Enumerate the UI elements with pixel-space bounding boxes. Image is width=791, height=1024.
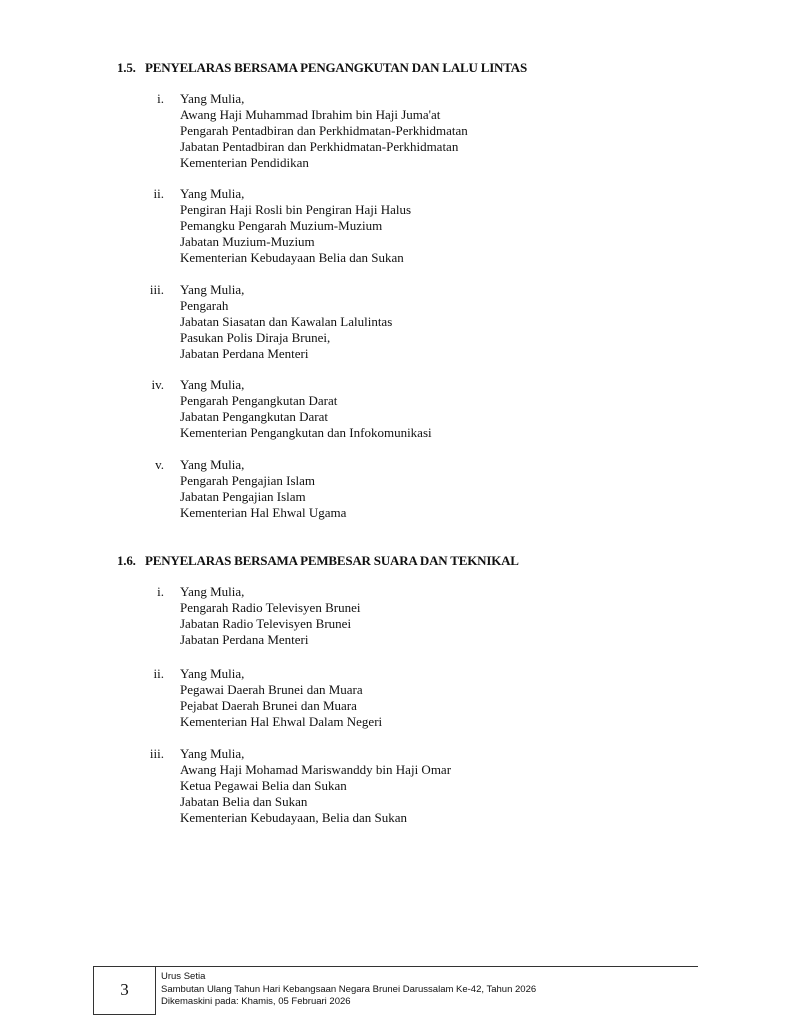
section-title: PENYELARAS BERSAMA PENGANGKUTAN DAN LALU LINTAS bbox=[145, 60, 527, 75]
entry-line: Kementerian Hal Ehwal Dalam Negeri bbox=[180, 714, 383, 729]
entry-line: Pengarah Pengangkutan Darat bbox=[180, 393, 338, 408]
footer-info bbox=[161, 971, 536, 1009]
entry-line: Jabatan Radio Televisyen Brunei bbox=[180, 616, 352, 631]
entry-line: Jabatan Pengangkutan Darat bbox=[180, 409, 329, 424]
list-marker: iii. bbox=[149, 282, 164, 297]
section-number: 1.5. bbox=[117, 60, 136, 75]
section-title: PENYELARAS BERSAMA PEMBESAR SUARA DAN TEKNIKAL bbox=[145, 553, 519, 568]
entry-line: Kementerian Kebudayaan Belia dan Sukan bbox=[180, 250, 404, 265]
entry-line: Yang Mulia, bbox=[180, 91, 245, 106]
list-marker: ii. bbox=[153, 666, 164, 681]
entry-line: Yang Mulia, bbox=[180, 377, 245, 392]
entry-line: Yang Mulia, bbox=[180, 746, 245, 761]
entry-line: Pengiran Haji Rosli bin Pengiran Haji Halus bbox=[180, 202, 412, 217]
section-heading bbox=[117, 60, 527, 76]
entry-line: Kementerian Pendidikan bbox=[180, 155, 309, 170]
entry-line: Yang Mulia, bbox=[180, 584, 245, 599]
footer-line: Urus Setia bbox=[161, 971, 206, 982]
entry-line: Kementerian Pengangkutan dan Infokomunikasi bbox=[180, 425, 432, 440]
entry-line: Pengarah Pengajian Islam bbox=[180, 473, 316, 488]
entry-line: Jabatan Perdana Menteri bbox=[180, 346, 309, 361]
section-number: 1.6. bbox=[117, 553, 136, 568]
entry-line: Kementerian Kebudayaan, Belia dan Sukan bbox=[180, 810, 408, 825]
entry-line: Pegawai Daerah Brunei dan Muara bbox=[180, 682, 363, 697]
entry-line: Pengarah bbox=[180, 298, 229, 313]
entry-line: Yang Mulia, bbox=[180, 666, 245, 681]
entry-line: Yang Mulia, bbox=[180, 282, 245, 297]
entry-line: Pemangku Pengarah Muzium-Muzium bbox=[180, 218, 383, 233]
entry-line: Jabatan Muzium-Muzium bbox=[180, 234, 315, 249]
entry-line: Jabatan Siasatan dan Kawalan Lalulintas bbox=[180, 314, 393, 329]
entry-line: Pengarah Radio Televisyen Brunei bbox=[180, 600, 361, 615]
list-marker: iii. bbox=[149, 746, 164, 761]
entry-line: Jabatan Belia dan Sukan bbox=[180, 794, 308, 809]
section-heading bbox=[117, 553, 519, 569]
page-number: 3 bbox=[93, 966, 156, 1015]
entry-line: Jabatan Pentadbiran dan Perkhidmatan-Perkhidmatan bbox=[180, 139, 459, 154]
entry-line: Pejabat Daerah Brunei dan Muara bbox=[180, 698, 357, 713]
footer-line: Sambutan Ulang Tahun Hari Kebangsaan Negara Brunei Darussalam Ke-42, Tahun 2026 bbox=[161, 983, 537, 995]
entry-line: Pengarah Pentadbiran dan Perkhidmatan-Perkhidmatan bbox=[180, 123, 468, 138]
entry-line: Awang Haji Muhammad Ibrahim bin Haji Juma'at bbox=[180, 107, 441, 122]
list-marker: i. bbox=[157, 91, 164, 106]
list-marker: v. bbox=[155, 457, 164, 472]
entry-line: Jabatan Perdana Menteri bbox=[180, 632, 309, 647]
list-marker: i. bbox=[157, 584, 164, 599]
footer-line: Dikemaskini pada: Khamis, 05 Februari 2026 bbox=[161, 996, 351, 1007]
entry-line: Kementerian Hal Ehwal Ugama bbox=[180, 505, 347, 520]
entry-line: Jabatan Pengajian Islam bbox=[180, 489, 306, 504]
entry-line: Yang Mulia, bbox=[180, 457, 245, 472]
list-marker: ii. bbox=[153, 186, 164, 201]
list-marker: iv. bbox=[151, 377, 164, 392]
entry-line: Awang Haji Mohamad Mariswanddy bin Haji Omar bbox=[180, 762, 452, 777]
footer-divider bbox=[93, 966, 698, 967]
entry-line: Pasukan Polis Diraja Brunei, bbox=[180, 330, 331, 345]
entry-line: Ketua Pegawai Belia dan Sukan bbox=[180, 778, 347, 793]
entry-line: Yang Mulia, bbox=[180, 186, 245, 201]
